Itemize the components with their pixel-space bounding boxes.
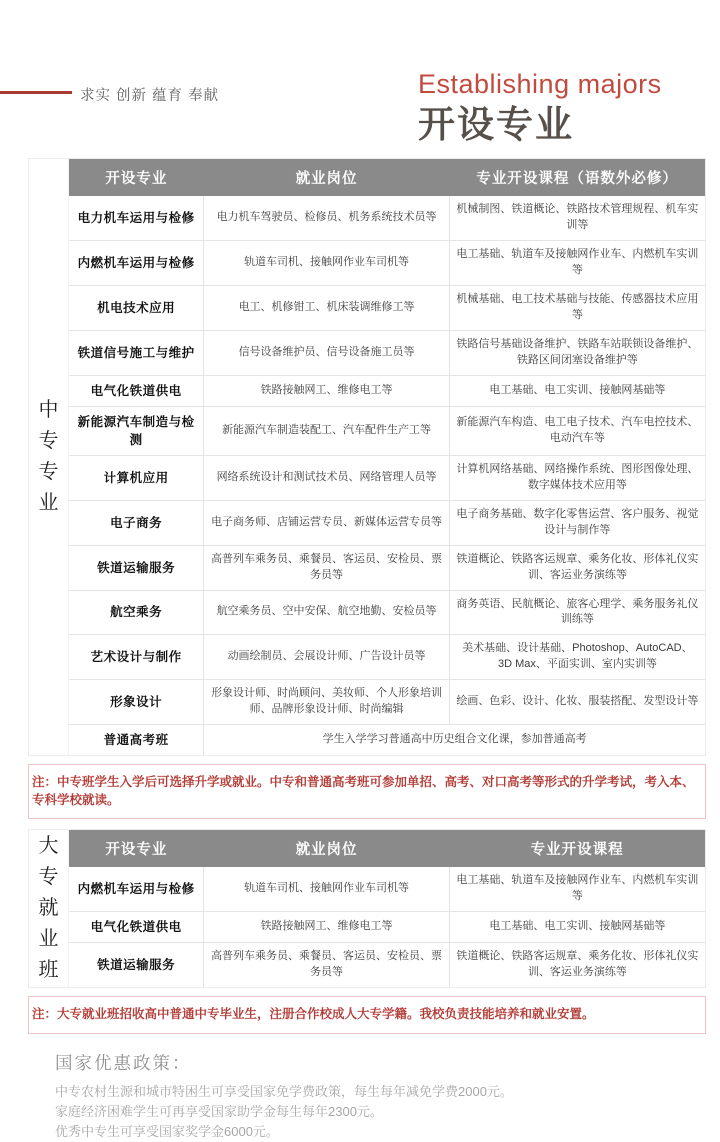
policy-lines — [55, 1082, 720, 1142]
jobs-cell: 形象设计师、时尚顾问、美妆师、个人形象培训师、品牌形象设计师、时尚编辑 — [204, 680, 449, 725]
table-row — [69, 240, 705, 285]
major-name-cell: 铁道运输服务 — [69, 545, 204, 590]
major-name-cell: 新能源汽车制造与检测 — [69, 406, 204, 455]
page-header — [0, 0, 720, 158]
jobs-cell: 轨道车司机、接触网作业车司机等 — [204, 240, 449, 285]
table-row — [69, 680, 705, 725]
table-row — [69, 285, 705, 330]
secondary-note: 注：中专班学生入学后可选择升学或就业。中专和普通高考班可参加单招、高考、对口高考等形式的升学考试，考入本、专科学校就读。 — [28, 764, 706, 819]
jobs-cell: 信号设备维护员、信号设备施工员等 — [204, 330, 449, 375]
major-name-cell: 计算机应用 — [69, 455, 204, 500]
table-header-row — [69, 159, 705, 196]
major-name-cell: 铁道信号施工与维护 — [69, 330, 204, 375]
accent-line — [0, 91, 72, 94]
header-courses: 专业开设课程（语数外必修） — [449, 159, 705, 196]
major-name-cell: 机电技术应用 — [69, 285, 204, 330]
jobs-cell: 高普列车乘务员、乘餐员、客运员、安检员、票务员等 — [204, 943, 449, 987]
jobs-cell: 学生入学学习普通高中历史组合文化课，参加普通高考 — [204, 725, 705, 756]
major-name-cell: 艺术设计与制作 — [69, 635, 204, 680]
courses-cell: 机械制图、铁道概论、铁路技术管理规程、机车实训等 — [449, 196, 705, 240]
jobs-cell: 电力机车驾驶员、检修员、机务系统技术员等 — [204, 196, 449, 240]
header-jobs: 就业岗位 — [204, 159, 449, 196]
table-row — [69, 406, 705, 455]
policy-line: 家庭经济困难学生可再享受国家助学金每生每年2300元。 — [55, 1103, 383, 1119]
major-name-cell: 普通高考班 — [69, 725, 204, 756]
courses-cell: 铁道概论、铁路客运规章、乘务化妆、形体礼仪实训、客运业务演练等 — [449, 545, 705, 590]
jobs-cell: 轨道车司机、接触网作业车司机等 — [204, 867, 449, 911]
table-row — [69, 635, 705, 680]
table-row — [69, 500, 705, 545]
courses-cell: 电工基础、电工实训、接触网基础等 — [449, 375, 705, 406]
courses-cell: 电工基础、轨道车及接触网作业车、内燃机车实训等 — [449, 240, 705, 285]
jobs-cell: 高普列车乘务员、乘餐员、客运员、安检员、票务员等 — [204, 545, 449, 590]
major-name-cell: 内燃机车运用与检修 — [69, 240, 204, 285]
major-name-cell: 内燃机车运用与检修 — [69, 867, 204, 911]
major-name-cell: 电气化铁道供电 — [69, 912, 204, 943]
jobs-cell: 铁路接触网工、维修电工等 — [204, 912, 449, 943]
major-name-cell: 电力机车运用与检修 — [69, 196, 204, 240]
side-label-dazhuan: 大 专 就 业 班 — [29, 830, 69, 987]
jobs-cell: 电工、机修钳工、机床装调维修工等 — [204, 285, 449, 330]
table-row — [69, 725, 705, 756]
courses-cell: 电工基础、电工实训、接触网基础等 — [449, 912, 705, 943]
table-row — [69, 196, 705, 240]
policy-line: 中专农村生源和城市特困生可享受国家免学费政策，每生每年减免学费2000元。 — [55, 1083, 513, 1099]
courses-cell: 美术基础、设计基础、Photoshop、AutoCAD、3D Max、平面实训、室内实训等 — [449, 635, 705, 680]
side-label-zhongzhuan: 中 专 专 业 — [29, 159, 69, 755]
courses-cell: 电工基础、轨道车及接触网作业车、内燃机车实训等 — [449, 867, 705, 911]
policy-line: 优秀中专生可享受国家奖学金6000元。 — [55, 1123, 279, 1139]
major-name-cell: 航空乘务 — [69, 590, 204, 635]
header-jobs: 就业岗位 — [204, 830, 449, 867]
major-name-cell: 电子商务 — [69, 500, 204, 545]
courses-cell: 铁路信号基础设备维护、铁路车站联锁设备维护、铁路区间闭塞设备维护等 — [449, 330, 705, 375]
college-employment-section — [28, 829, 706, 988]
jobs-cell: 新能源汽车制造装配工、汽车配件生产工等 — [204, 406, 449, 455]
secondary-majors-table — [69, 159, 705, 755]
table-row — [69, 943, 705, 987]
major-name-cell: 电气化铁道供电 — [69, 375, 204, 406]
jobs-cell: 电子商务师、店铺运营专员、新媒体运营专员等 — [204, 500, 449, 545]
courses-cell: 电子商务基础、数字化零售运营、客户服务、视觉设计与制作等 — [449, 500, 705, 545]
table-row — [69, 590, 705, 635]
table-row — [69, 330, 705, 375]
jobs-cell: 铁路接触网工、维修电工等 — [204, 375, 449, 406]
title-english: Establishing majors — [418, 69, 662, 99]
college-note: 注：大专就业班招收高中普通中专毕业生，注册合作校成人大专学籍。我校负责技能培养和就业安置。 — [28, 996, 706, 1034]
policy-title: 国家优惠政策： — [55, 1052, 192, 1073]
table-row — [69, 867, 705, 911]
courses-cell: 新能源汽车构造、电工电子技术、汽车电控技术、电动汽车等 — [449, 406, 705, 455]
major-name-cell: 形象设计 — [69, 680, 204, 725]
header-major: 开设专业 — [69, 830, 204, 867]
table-row — [69, 545, 705, 590]
jobs-cell: 网络系统设计和测试技术员、网络管理人员等 — [204, 455, 449, 500]
page-title: 开设专业 — [418, 103, 574, 145]
school-slogan: 求实 创新 蕴育 奉献 — [80, 88, 220, 104]
table-header-row — [69, 830, 705, 867]
header-major: 开设专业 — [69, 159, 204, 196]
courses-cell: 商务英语、民航概论、旅客心理学、乘务服务礼仪训练等 — [449, 590, 705, 635]
courses-cell: 机械基础、电工技术基础与技能、传感器技术应用等 — [449, 285, 705, 330]
table-row — [69, 455, 705, 500]
jobs-cell: 航空乘务员、空中安保、航空地勤、安检员等 — [204, 590, 449, 635]
title-block — [418, 70, 662, 146]
courses-cell: 铁道概论、铁路客运规章、乘务化妆、形体礼仪实训、客运业务演练等 — [449, 943, 705, 987]
courses-cell: 绘画、色彩、设计、化妆、服装搭配、发型设计等 — [449, 680, 705, 725]
secondary-majors-body — [69, 196, 705, 755]
major-name-cell: 铁道运输服务 — [69, 943, 204, 987]
jobs-cell: 动画绘制员、会展设计师、广告设计员等 — [204, 635, 449, 680]
national-policy-section — [55, 1050, 720, 1142]
college-employment-body — [69, 867, 705, 987]
table-row — [69, 375, 705, 406]
secondary-majors-section — [28, 158, 706, 756]
table-row — [69, 912, 705, 943]
college-employment-table — [69, 830, 705, 987]
header-courses: 专业开设课程 — [449, 830, 705, 867]
courses-cell: 计算机网络基础、网络操作系统、图形图像处理、数字媒体技术应用等 — [449, 455, 705, 500]
